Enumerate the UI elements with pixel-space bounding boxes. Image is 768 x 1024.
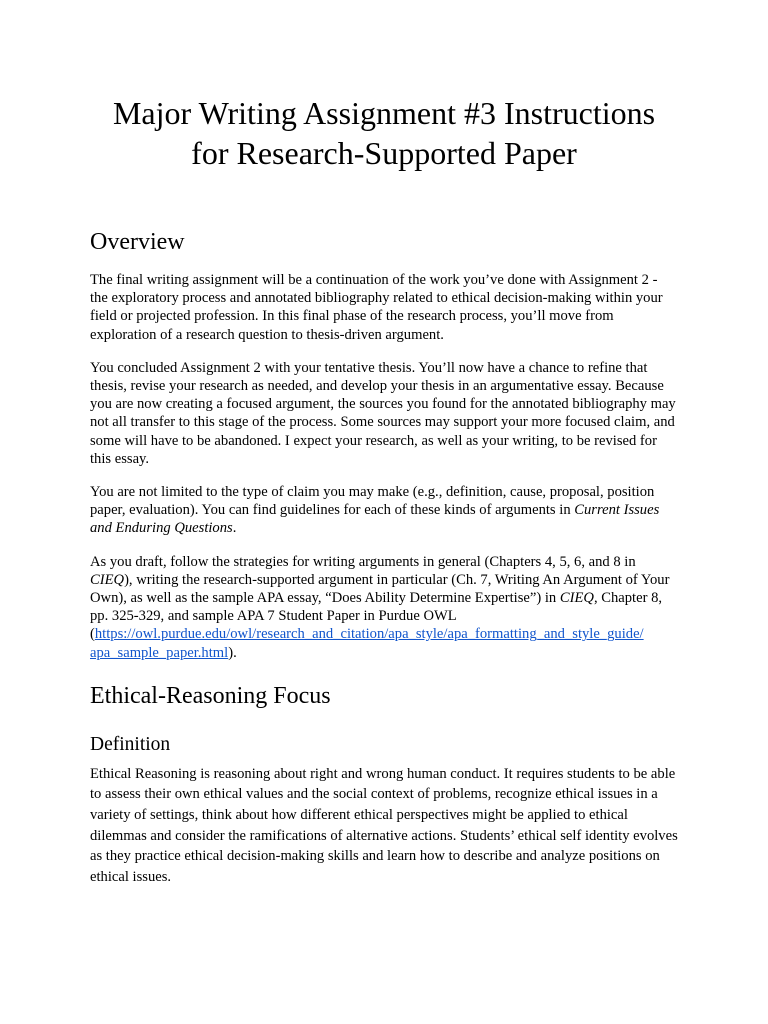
overview-paragraph-1: The final writing assignment will be a continuation of the work you’ve done with Assignment 2 - the exploratory process and annotated bibliography related to ethical decision-making within your field or projected profession. In this final phase of the research process, you’ll move from exploration of a research question to thesis-driven argument. [90,272,663,343]
overview-paragraph-4 [90,553,678,662]
ethical-reasoning-heading: Ethical-Reasoning Focus [90,682,331,709]
overview-paragraph-3-end: . [232,520,237,537]
cieq-italic-1: CIEQ [90,571,125,588]
overview-paragraph-4-part-2: ), writing the research-supported argument in particular (Ch. 7, Writing An Argument of Your Own), as well as the sample APA essay, “Does Ability Determine Expertise”) in [90,571,670,607]
cieq-italic-2: CIEQ [559,590,594,607]
overview-paragraph-4-part-1: As you draft, follow the strategies for writing arguments in general (Chapters 4, 5, 6, and 8 in [90,553,636,570]
document-title-line-2: for Research-Supported Paper [191,135,577,171]
overview-heading: Overview [90,229,185,255]
document-title-line-1: Major Writing Assignment #3 Instructions [112,95,656,131]
purdue-owl-link-line-2: apa_sample_paper.html [90,644,229,661]
overview-paragraph-4-end: ). [228,644,237,661]
document-title [90,93,678,173]
overview-paragraph-4-part-3: , Chapter 8, pp. 325-329, and sample APA 7 Student Paper in Purdue OWL ( [90,590,663,643]
purdue-owl-link-line-1: https://owl.purdue.edu/owl/research_and_citation/apa_style/apa_formatting_and_style_guide/ [94,626,644,643]
definition-paragraph: Ethical Reasoning is reasoning about right and wrong human conduct. It requires students to be able to assess their own ethical values and the social context of problems, recognize ethical issues in a variety of settings, think about how different ethical perspectives might be applied to ethical dilemmas and consider the ramifications of alternative actions. Students’ ethical self identity evolves as they practice ethical decision-making skills and learn how to describe and analyze positions on ethical issues. [90,765,678,885]
definition-subheading: Definition [90,733,171,755]
book-title-italic: Current Issues and Enduring Questions [90,502,660,537]
overview-paragraph-3 [90,483,678,538]
purdue-owl-link[interactable] [90,626,644,660]
overview-paragraph-2: You concluded Assignment 2 with your tentative thesis. You’ll now have a chance to refine that thesis, revise your research as needed, and develop your thesis in an argumentative essay. Because you are now creating a focused argument, the sources you found for the annotated bibliography may not all transfer to this stage of the process. Some sources may support your more focused claim, and some will have to be abandoned. I expect your research, as well as your writing, to be revised for this essay. [90,359,676,467]
overview-paragraph-3-text: You are not limited to the type of claim you may make (e.g., definition, cause, proposal, position paper, evaluation). You can find guidelines for each of these kinds of arguments in [90,484,655,519]
